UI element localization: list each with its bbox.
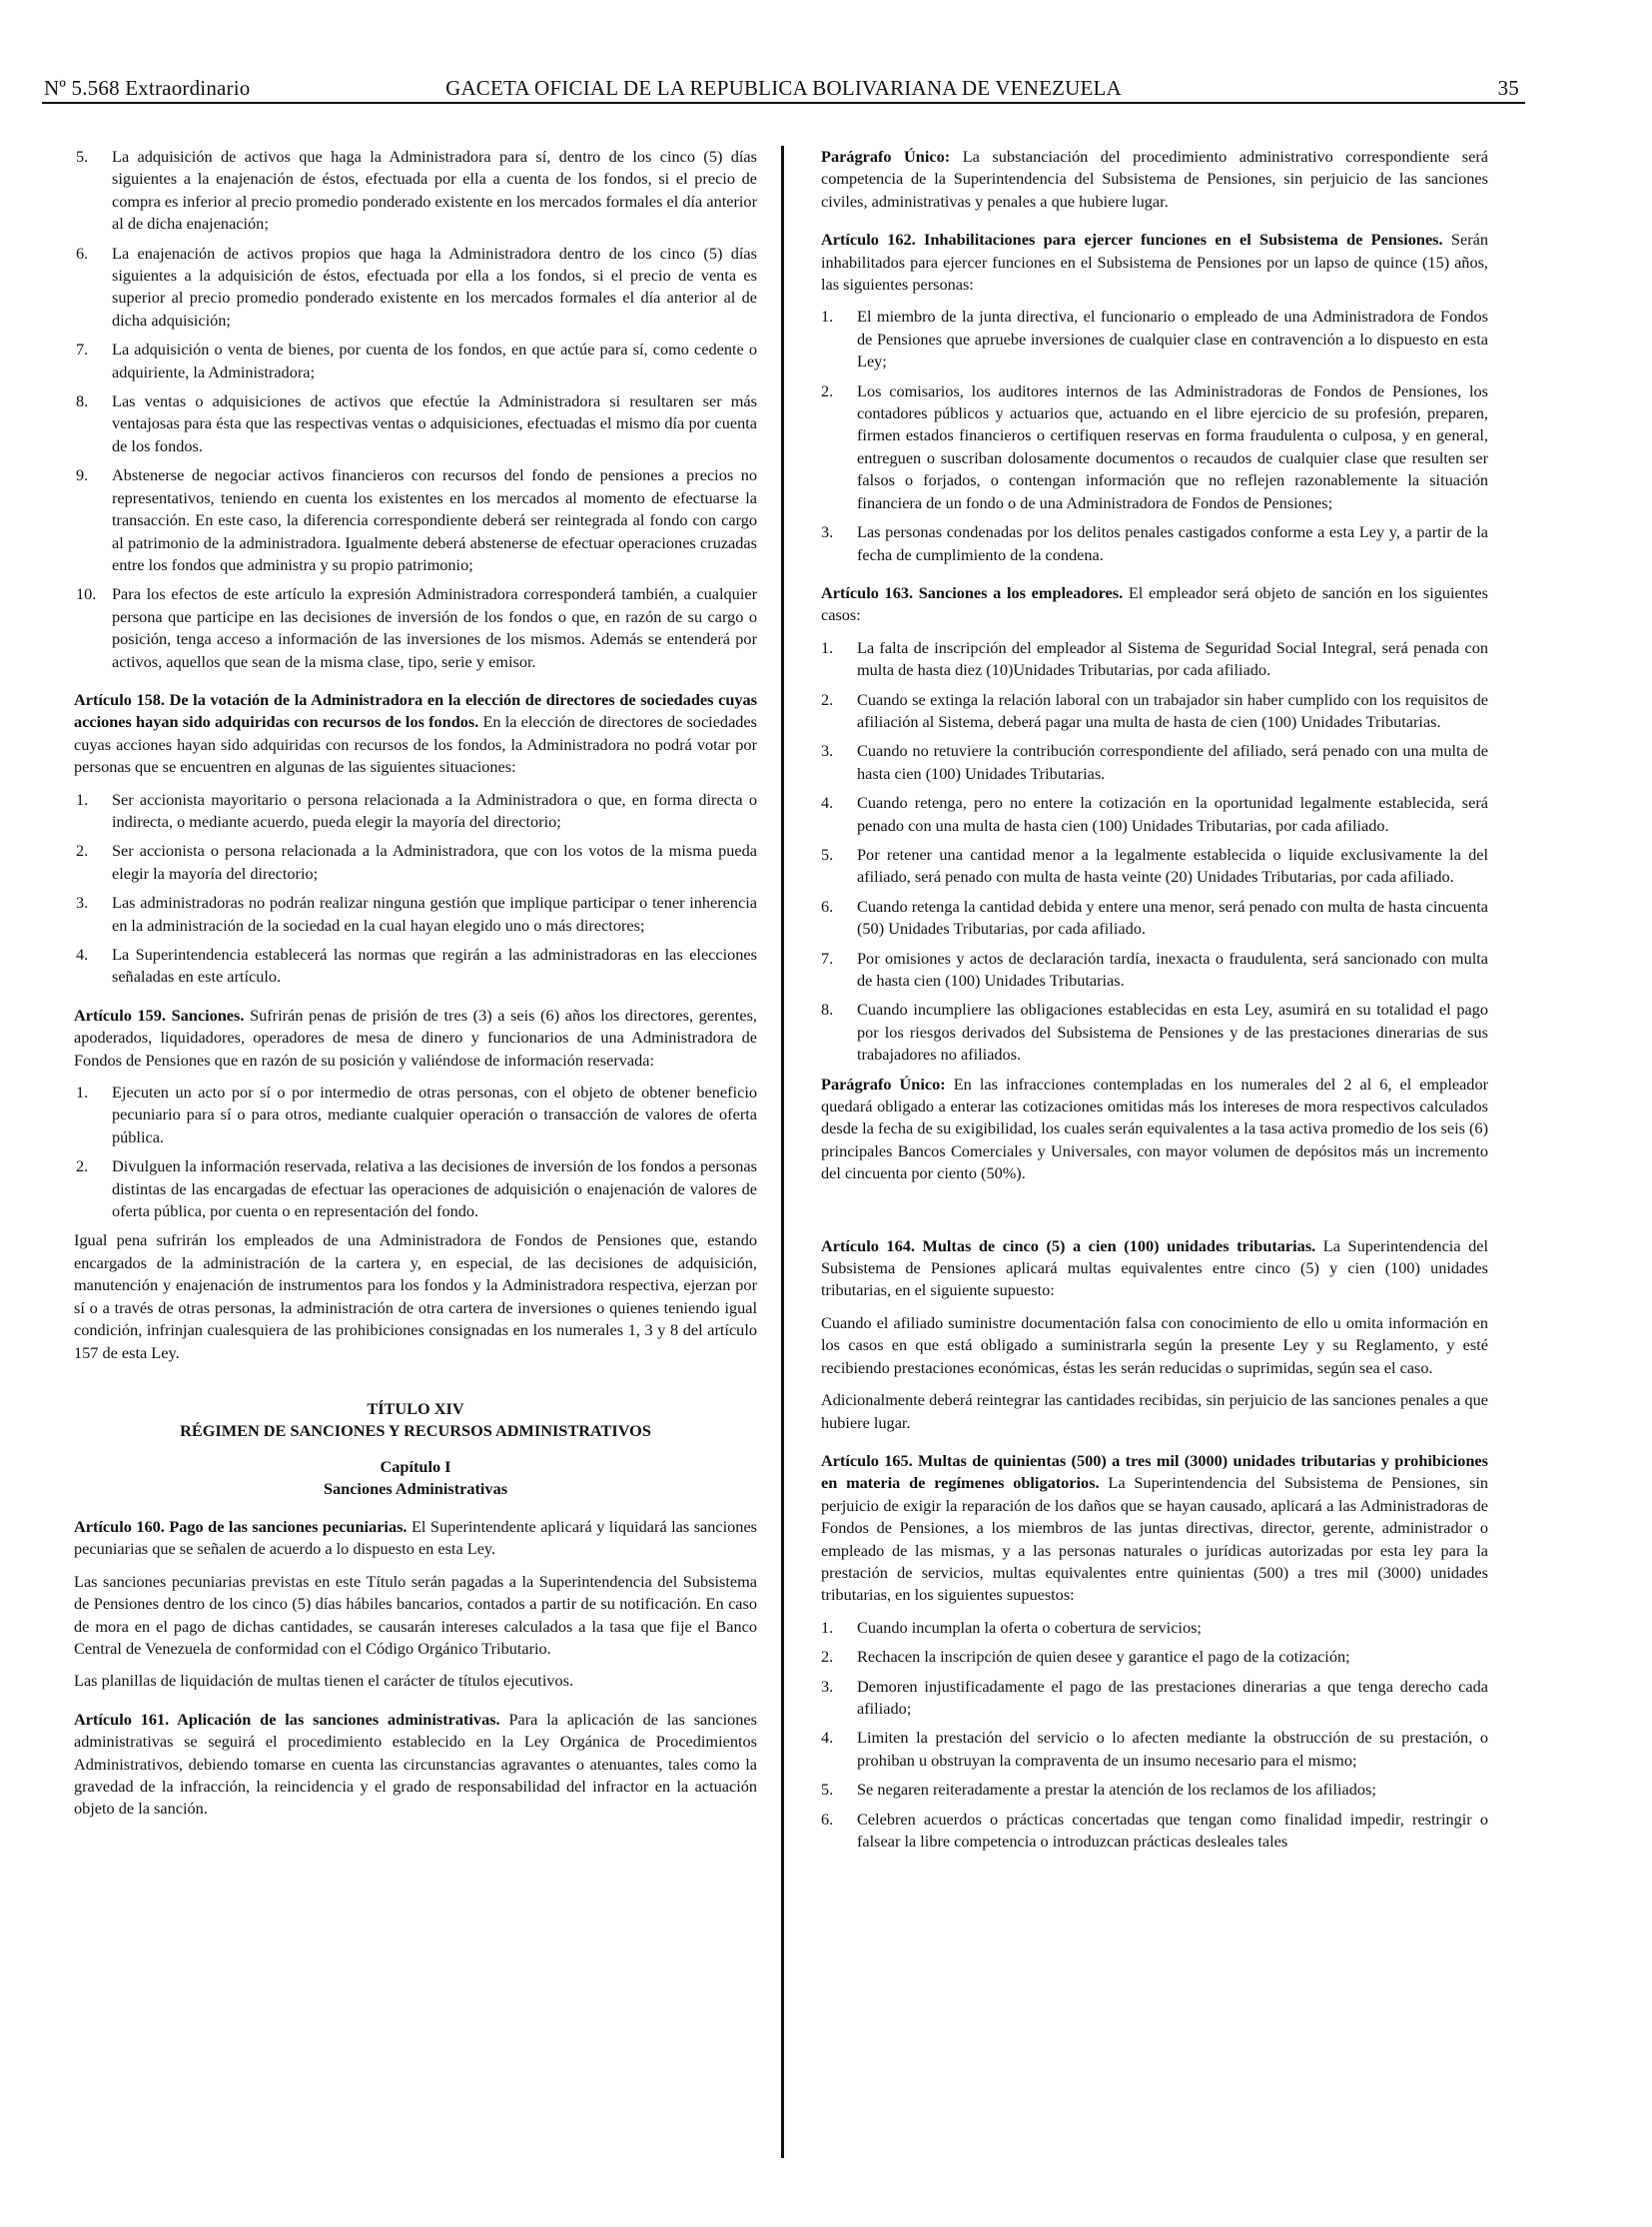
- list-item: 8. Las ventas o adquisiciones de activos que efectúe la Administradora si resultaren ser más ventajosas para ésta que las respectivas ventas o adquisiciones, efectuadas el mismo día por cuenta de los fondos.: [76, 391, 757, 455]
- article-162-list: [821, 306, 1488, 565]
- list-item: 10. Para los efectos de este artículo la expresión Administradora corresponderá también, a cualquier persona que participe en las decisiones de inversión de los fondos o que, en razón de su cargo o posición, tenga acceso a información de las inversiones de los mismos. Además se entenderá por activos, aquellos que sean de la misma clase, tipo, serie y emisor.: [76, 584, 757, 671]
- title-block: [74, 1398, 757, 1500]
- chapter-number: Capítulo I: [380, 1456, 451, 1476]
- article-159-tail: Igual pena sufrirán los empleados de una Administradora de Fondos de Pensiones que, estando encargados de la administración de la cartera y, en especial, de las decisiones de adquisición, manutención y enajenación de instrumentos para los fondos y la Administradora respectiva, ejerzan por sí o a través de otras personas, la administración de otra cartera de inversiones o quienes teniendo igual condición, infrinjan cualesquiera de las prohibiciones consignadas en los numerales 1, 3 y 8 del artículo 157 de esta Ley.: [74, 1230, 757, 1362]
- list-item: 1. La falta de inscripción del empleador al Sistema de Seguridad Social Integral, será penada con multa de hasta diez (10)Unidades Tributarias, por cada afiliado.: [821, 637, 1488, 680]
- list-item: 1. Cuando incumplan la oferta o cobertura de servicios;: [821, 1617, 1202, 1637]
- article-159: [74, 1005, 757, 1072]
- article-157-list: [74, 146, 757, 673]
- chapter-name: Sanciones Administrativas: [323, 1478, 508, 1498]
- page-number: 35: [1497, 76, 1519, 100]
- article-161-body: Para la aplicación de las sanciones administrativas se seguirá el procedimiento establecido en la Ley Orgánica de Procedimientos Administrativos, debiendo tomarse en cuenta las circunstancias agravantes o atenuantes, tales como la gravedad de la infracción, la reincidencia y el grado de responsabilidad del infractor en la actuación objeto de la sanción.: [74, 1709, 757, 1819]
- list-item: 3. Demoren injustificadamente el pago de las prestaciones dinerarias a que tenga derecho cada afiliado;: [821, 1676, 1488, 1718]
- paragrafo-unico-2: [821, 1074, 1488, 1185]
- list-item: 2. Ser accionista o persona relacionada a la Administradora, que con los votos de la misma pueda elegir la mayoría del directorio;: [76, 841, 757, 883]
- article-163: [821, 582, 1488, 627]
- article-164-body: La Superintendencia del Subsistema de Pensiones aplicará multas equivalentes entre cinco (5) y cien (100) unidades tributarias, en el siguiente supuesto:: [821, 1235, 1488, 1300]
- list-item: 2. Divulguen la información reservada, relativa a las decisiones de inversión de los fondos a personas distintas de las encargadas de efectuar las operaciones de adquisición o enajenación de valores de oferta pública, por cuenta o en representación del fondo.: [76, 1156, 757, 1221]
- list-item: 2. Rechacen la inscripción de quien desee y garantice el pago de la cotización;: [821, 1647, 1350, 1667]
- list-item: 3. Las personas condenadas por los delitos penales castigados conforme a esta Ley y, a partir de la fecha de cumplimiento de la condena.: [821, 522, 1488, 564]
- list-item: 1. El miembro de la junta directiva, el funcionario o empleado de una Administradora de Fondos de Pensiones que apruebe inversiones de cualquier clase en contravención a lo dispuesto en esta Ley;: [821, 307, 1488, 371]
- list-item: 5. Por retener una cantidad menor a la legalmente establecida o liquide exclusivamente la del afiliado, será penado con multa de hasta veinte (20) Unidades Tributarias, por cada afiliado.: [821, 844, 1488, 887]
- list-item: 7. La adquisición o venta de bienes, por cuenta de los fondos, en que actúe para sí, como cedente o adquiriente, la Administradora;: [76, 340, 757, 381]
- article-165-list: [821, 1617, 1488, 1854]
- article-162-body: Serán inhabilitados para ejercer funciones en el Subsistema de Pensiones por un lapso de quince (15) años, las siguientes personas:: [821, 230, 1488, 295]
- list-item: 8. Cuando incumpliere las obligaciones establecidas en esta Ley, asumirá en su totalidad el pago por los riesgos derivados del Subsistema de Pensiones y de las prestaciones dinerarias de sus trabajadores no afiliados.: [821, 1000, 1488, 1065]
- article-161: [74, 1709, 757, 1821]
- article-162: [821, 229, 1488, 296]
- article-160-heading: Artículo 160. Pago de las sanciones pecuniarias.: [74, 1516, 408, 1536]
- article-160-paragraph: Las sanciones pecuniarias previstas en este Título serán pagadas a la Superintendencia del Subsistema de Pensiones dentro de los cinco (5) días hábiles bancarios, contados a partir de su notificación. En caso de mora en el pago de dichas cantidades, se causarán intereses calculados a la tasa que fije el Banco Central de Venezuela de conformidad con el Código Orgánico Tributario.: [74, 1571, 757, 1658]
- article-165-heading: Artículo 165. Multas de quinientas (500) a tres mil (3000) unidades tributarias y prohibiciones en materia de regímenes obligatorios.: [821, 1450, 1488, 1493]
- list-item: 5. Se negaren reiteradamente a prestar la atención de los reclamos de los afiliados;: [821, 1780, 1376, 1800]
- list-item: 6. Celebren acuerdos o prácticas concertadas que tengan como finalidad impedir, restringir o falsear la libre competencia o introduzcan prácticas desleales tales: [821, 1809, 1488, 1851]
- list-item: 6. Cuando retenga la cantidad debida y entere una menor, será penado con multa de hasta cincuenta (50) Unidades Tributarias, por cada afiliado.: [821, 896, 1488, 939]
- left-column: [74, 146, 757, 2153]
- article-158: [74, 689, 757, 779]
- list-item: 9. Abstenerse de negociar activos financieros con recursos del fondo de pensiones a precios no representativos, teniendo en cuenta los existentes en los mercados al momento de efectuarse la transacción. En este caso, la diferencia correspondiente deberá ser reintegrada al fondo con cargo al patrimonio de la administradora. Igualmente deberá abstenerse de efectuar operaciones cruzadas entre los fondos que administra y su propio patrimonio;: [76, 465, 757, 574]
- paragrafo-unico-2-body: En las infracciones contempladas en los numerales del 2 al 6, el empleador quedará obligado a enterar las cotizaciones omitidas más los intereses de mora respectivos calculados desde la fecha de su exigibilidad, los cuales serán equivalentes a la tasa activa promedio de los seis (6) principales Bancos Comerciales y Universales, con mayor volumen de depósitos más un incremento del cincuenta por ciento (50%).: [821, 1074, 1488, 1183]
- list-item: 4. Limiten la prestación del servicio o lo afecten mediante la obstrucción de su prestación, o prohiban u obstruyan la compraventa de un insumo necesario para el mismo;: [821, 1728, 1488, 1770]
- paragrafo-unico-body: La substanciación del procedimiento administrativo correspondiente será competencia de la Superintendencia del Subsistema de Pensiones, sin perjuicio de las sanciones civiles, administrativas y penales a que hubiere lugar.: [821, 147, 1488, 211]
- issue-number: Nº 5.568 Extraordinario: [44, 76, 251, 100]
- list-item: 3. Cuando no retuviere la contribución correspondiente del afiliado, será penado con una multa de hasta cien (100) Unidades Tributarias.: [821, 741, 1488, 783]
- gazette-title: GACETA OFICIAL DE LA REPUBLICA BOLIVARIANA DE VENEZUELA: [445, 76, 1122, 100]
- article-165: [821, 1450, 1488, 1607]
- page-header: [42, 76, 1525, 104]
- title-name: RÉGIMEN DE SANCIONES Y RECURSOS ADMINISTRATIVOS: [180, 1420, 651, 1440]
- article-158-list: [74, 789, 757, 989]
- article-163-heading: Artículo 163. Sanciones a los empleadores.: [821, 582, 1124, 602]
- article-159-heading: Artículo 159. Sanciones.: [74, 1005, 245, 1025]
- list-item: 5. La adquisición de activos que haga la Administradora para sí, dentro de los cinco (5) días siguientes a la enajenación de éstos, efectuada por ella a cuenta de los fondos, si el precio de compra es inferior al precio promedio ponderado existente en los mercados formales el día anterior al de dicha enajenación;: [76, 147, 757, 234]
- article-159-body: Sufrirán penas de prisión de tres (3) a seis (6) años los directores, gerentes, apoderados, liquidadores, operadores de mesa de dinero y funcionarios de una Administradora de Fondos de Pensiones que en razón de su posición y valiéndose de información reservada:: [74, 1005, 757, 1070]
- list-item: 3. Las administradoras no podrán realizar ninguna gestión que implique participar o tener inherencia en la administración de la sociedad en la cual hayan elegido uno o más directores;: [76, 893, 757, 935]
- list-item: 2. Los comisarios, los auditores internos de las Administradoras de Fondos de Pensiones, los contadores públicos y actuarios que, actuando en el libre ejercicio de su profesión, preparen, firmen estados financieros o certifiquen reservas en forma fraudulenta o culposa, y en general, entreguen o suscriban dolosamente documentos o recaudos de cualquier clase que resulten ser falsos o forjados, o contengan información que no reflejen razonablemente la situación financiera de un fondo o de una Administradora de Fondos de Pensiones;: [821, 380, 1488, 512]
- article-163-body: El empleador será objeto de sanción en los siguientes casos:: [821, 582, 1488, 625]
- paragrafo-unico-heading: Parágrafo Único:: [821, 147, 951, 166]
- list-item: 6. La enajenación de activos propios que haga la Administradora dentro de los cinco (5) días siguientes a la adquisición de éstos, efectuada por ella a los fondos, si el precio de venta es superior al precio promedio ponderado existente en los mercados formales el día anterior al de dicha adquisición;: [76, 243, 757, 330]
- article-158-body: En la elección de directores de sociedades cuyas acciones hayan sido adquiridas con recursos de los fondos, la Administradora no podrá votar por personas que se encuentren en algunas de las siguientes situaciones:: [74, 712, 757, 777]
- right-column: [821, 146, 1488, 2153]
- article-163-list: [821, 637, 1488, 1067]
- list-item: 4. La Superintendencia establecerá las normas que regirán a las administradoras en las elecciones señaladas en este artículo.: [76, 945, 757, 987]
- list-item: 2. Cuando se extinga la relación laboral con un trabajador sin haber cumplido con los requisitos de afiliación al Sistema, deberá pagar una multa de hasta de cien (100) Unidades Tributarias.: [821, 689, 1488, 731]
- article-164-heading: Artículo 164. Multas de cinco (5) a cien (100) unidades tributarias.: [821, 1235, 1316, 1255]
- article-159-list: [74, 1082, 757, 1222]
- list-item: 1. Ejecuten un acto por sí o por intermedio de otras personas, con el objeto de obtener beneficio pecuniario para sí o para otros, mediante cualquier operación o transacción de valores de oferta pública.: [76, 1083, 757, 1146]
- paragrafo-unico-2-heading: Parágrafo Único:: [821, 1074, 946, 1094]
- article-165-body: La Superintendencia del Subsistema de Pensiones, sin perjuicio de exigir la reparación de los daños que se hayan causado, aplicará a las Administradoras de Fondos de Pensiones, a los miembros de las juntas directivas, director, gerente, administrador o empleado de las mismas, y a las personas naturales o jurídicas autorizadas por esta ley para la prestación de servicios, multas equivalentes entre quinientas (500) a tres mil (3000) unidades tributarias, en los siguientes supuestos:: [821, 1473, 1488, 1605]
- paragrafo-unico: [821, 146, 1488, 213]
- article-164-paragraph: Cuando el afiliado suministre documentación falsa con conocimiento de ello u omita información en los casos en que está obligado a suministrarla según la presente Ley y su Reglamento, y esté recibiendo prestaciones económicas, éstas les serán reducidas o suprimidas, según sea el caso.: [821, 1312, 1488, 1377]
- article-161-heading: Artículo 161. Aplicación de las sanciones administrativas.: [74, 1709, 500, 1729]
- article-164: [821, 1235, 1488, 1302]
- article-160: [74, 1516, 757, 1561]
- title-number: TÍTULO XIV: [367, 1398, 464, 1418]
- list-item: 7. Por omisiones y actos de declaración tardía, inexacta o fraudulenta, será sancionado con multa de hasta cien (100) Unidades Tributarias.: [821, 948, 1488, 990]
- column-divider: [781, 146, 784, 2158]
- article-162-heading: Artículo 162. Inhabilitaciones para ejercer funciones en el Subsistema de Pensiones.: [821, 230, 1443, 250]
- article-160-body: El Superintendente aplicará y liquidará las sanciones pecuniarias que se señalen de acuerdo a lo dispuesto en esta Ley.: [74, 1516, 757, 1559]
- article-158-heading: Artículo 158. De la votación de la Administradora en la elección de directores de sociedades cuyas acciones hayan sido adquiridas con recursos de los fondos.: [74, 689, 757, 732]
- list-item: 1. Ser accionista mayoritario o persona relacionada a la Administradora o que, en forma directa o indirecta, o mediante acuerdo, pueda elegir la mayoría del directorio;: [76, 789, 757, 831]
- article-160-paragraph: Las planillas de liquidación de multas tienen el carácter de títulos ejecutivos.: [74, 1671, 574, 1691]
- article-164-paragraph: Adicionalmente deberá reintegrar las cantidades recibidas, sin perjuicio de las sanciones penales a que hubiere lugar.: [821, 1390, 1488, 1432]
- list-item: 4. Cuando retenga, pero no entere la cotización en la oportunidad legalmente establecida, será penado con una multa de hasta cien (100) Unidades Tributarias, por cada afiliado.: [821, 793, 1488, 835]
